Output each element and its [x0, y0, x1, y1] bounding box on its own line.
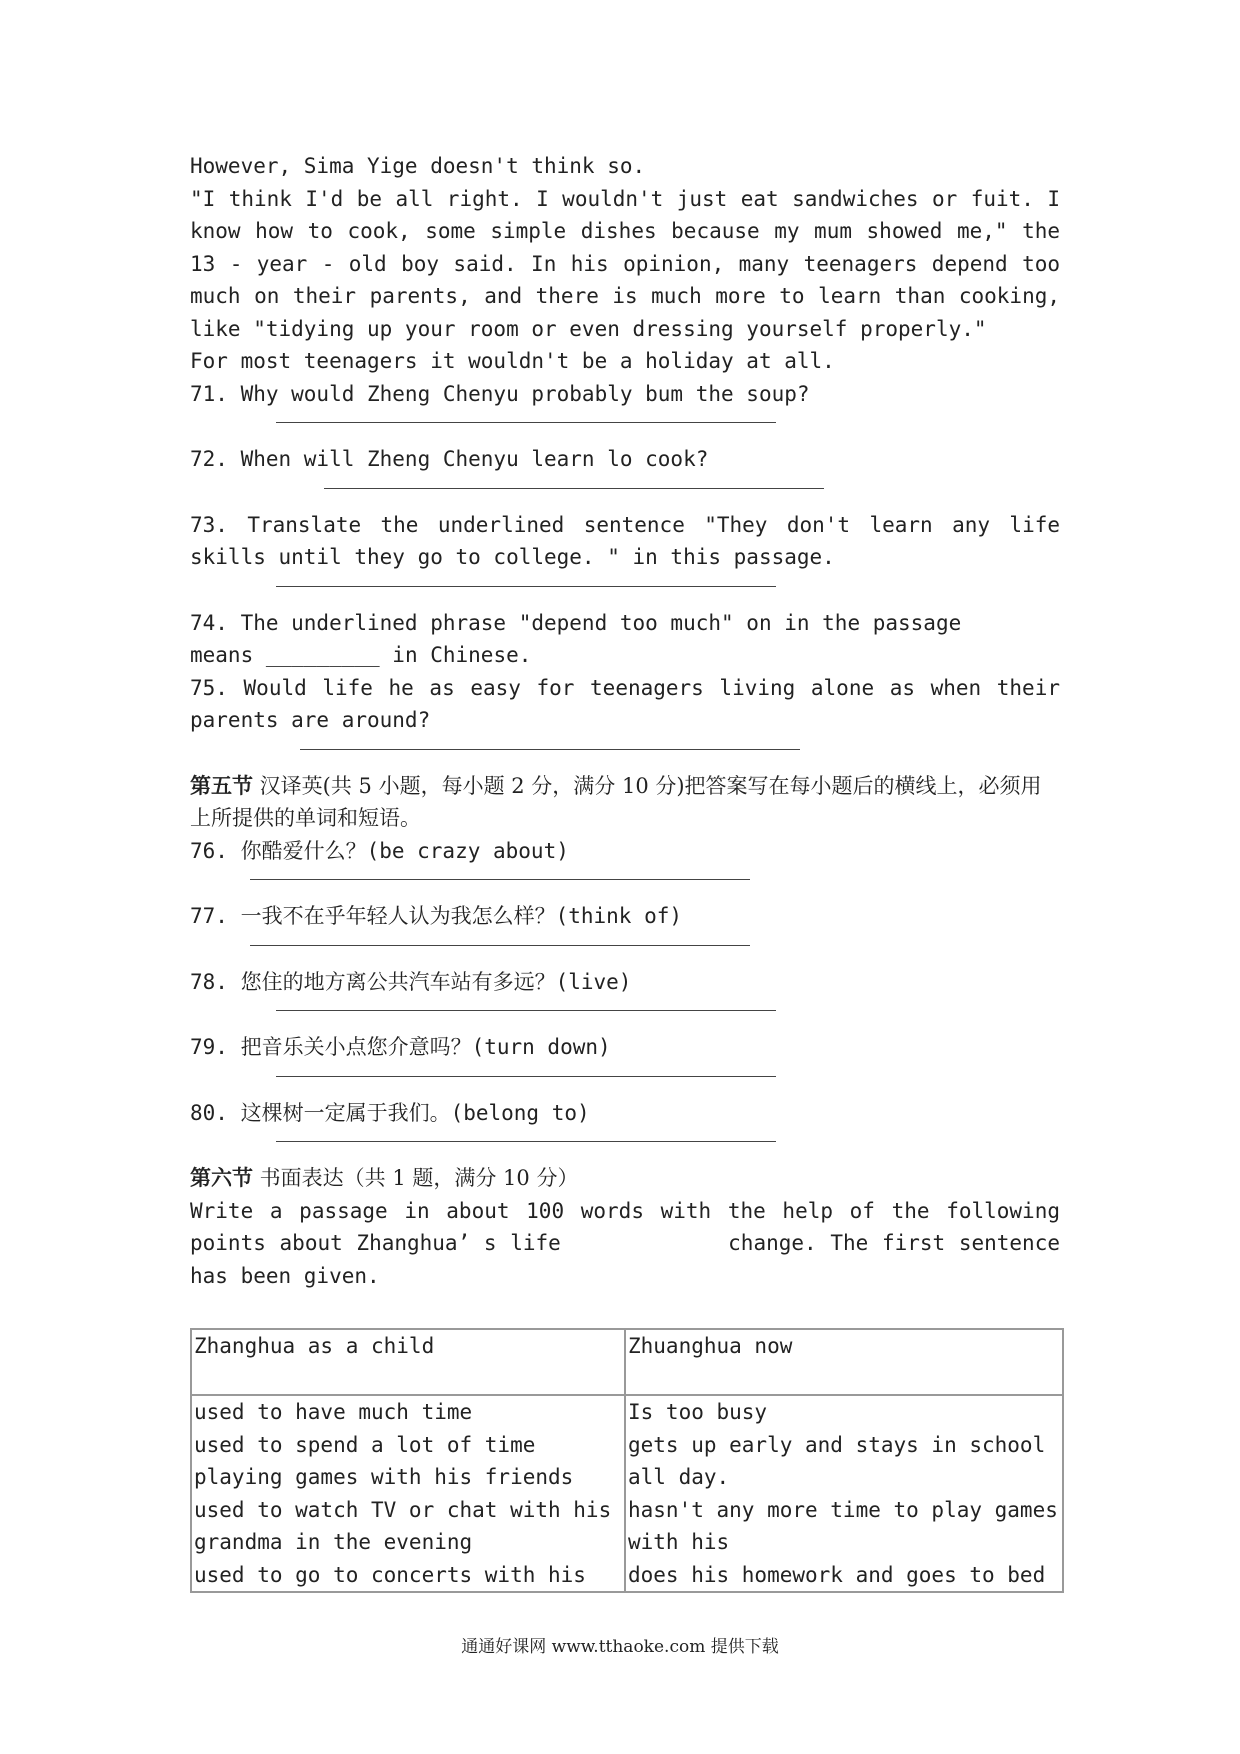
section-6-desc: 书面表达（共 1 题，满分 10 分）: [253, 1166, 579, 1190]
answer-blank-74[interactable]: _________: [265, 643, 380, 667]
writing-prompt: [190, 1195, 1060, 1293]
table-header-row: [191, 1329, 1063, 1395]
question-74-pre: means: [190, 643, 266, 667]
question-74-post: in Chinese.: [379, 643, 532, 667]
page-footer: 通通好课网 www.tthaoke.com 提供下载: [461, 1637, 779, 1657]
translate-item-80: 80. 这棵树一定属于我们。(belong to): [190, 1100, 590, 1125]
question-75: 75. Would life he as easy for teenagers living alone as when their parents are around?: [190, 675, 1060, 732]
answer-blank-77[interactable]: [190, 933, 1060, 966]
answer-blank-75[interactable]: [190, 737, 1060, 770]
child-point: used to watch TV or chat with his grandma in the evening: [194, 1497, 612, 1554]
table-row: [191, 1395, 1063, 1592]
question-74-line2: [190, 639, 1060, 672]
writing-prompt-a: Write a passage in about 100 words with the help of the following points about Zhanghua’ s life: [190, 1198, 1060, 1255]
section-5-title: 第五节: [190, 772, 253, 798]
translate-item-77: 77. 一我不在乎年轻人认为我怎么样？(think of): [190, 904, 683, 928]
translate-item-78: 78. 您住的地方离公共汽车站有多远？(live): [190, 969, 632, 994]
points-table: [190, 1328, 1064, 1593]
answer-blank-79[interactable]: [190, 1064, 1060, 1097]
section-6-heading: [190, 1162, 1060, 1195]
section-5-heading: [190, 770, 1060, 835]
writing-prompt-b: change. The first sentence has been given.: [190, 1231, 1060, 1288]
answer-blank-80[interactable]: [190, 1129, 1060, 1162]
section-6-title: 第六节: [190, 1165, 253, 1190]
now-points-cell: [625, 1395, 1063, 1592]
answer-blank-78[interactable]: [190, 998, 1060, 1031]
answer-blank-72[interactable]: [190, 476, 1060, 509]
now-point: Is too busy: [628, 1400, 768, 1424]
question-72: 72. When will Zheng Chenyu learn lo cook?: [190, 447, 709, 471]
question-74: 74. The underlined phrase "depend too much" on in the passage: [190, 610, 962, 635]
answer-blank-76[interactable]: [190, 867, 1060, 900]
now-point: hasn't any more time to play games with his: [628, 1497, 1058, 1554]
document-page: [190, 150, 1060, 1593]
question-73: 73. Translate the underlined sentence "They don't learn any life skills until they go to college. " in this passage.: [190, 512, 1060, 569]
answer-blank-73[interactable]: [190, 574, 1060, 607]
passage-line: For most teenagers it wouldn't be a holiday at all.: [190, 349, 835, 373]
child-points-cell: [191, 1395, 625, 1592]
translate-item-76: 76. 你酷爱什么？(be crazy about): [190, 838, 569, 863]
section-5-desc: 汉译英(共 5 小题，每小题 2 分，满分 10 分)把答案写在每小题后的横线上，必须用上所提供的单词和短语。: [190, 773, 1042, 830]
child-point: used to go to concerts with his: [194, 1562, 586, 1587]
child-point: used to spend a lot of time playing games with his friends: [194, 1432, 574, 1489]
table-header-child: Zhanghua as a child: [191, 1329, 625, 1395]
passage-paragraph: "I think I'd be all right. I wouldn't just eat sandwiches or fuit. I know how to cook, some simple dishes because my mum showed me," the 13 - year - old boy said. In his opinion, many teenagers depend too much on their parents, and there is much more to learn than cooking, like "tidying up your room or even dressing yourself properly.": [190, 186, 1060, 341]
question-71: 71. Why would Zheng Chenyu probably bum the soup?: [190, 381, 810, 406]
passage-line: However, Sima Yige doesn't think so.: [190, 154, 646, 178]
child-point: used to have much time: [194, 1400, 473, 1424]
now-point: does his homework and goes to bed: [628, 1562, 1046, 1587]
table-header-now: Zhuanghua now: [625, 1329, 1063, 1395]
translate-item-79: 79. 把音乐关小点您介意吗？(turn down): [190, 1035, 611, 1059]
now-point: gets up early and stays in school all day.: [628, 1432, 1046, 1489]
answer-blank-71[interactable]: [190, 410, 1060, 443]
